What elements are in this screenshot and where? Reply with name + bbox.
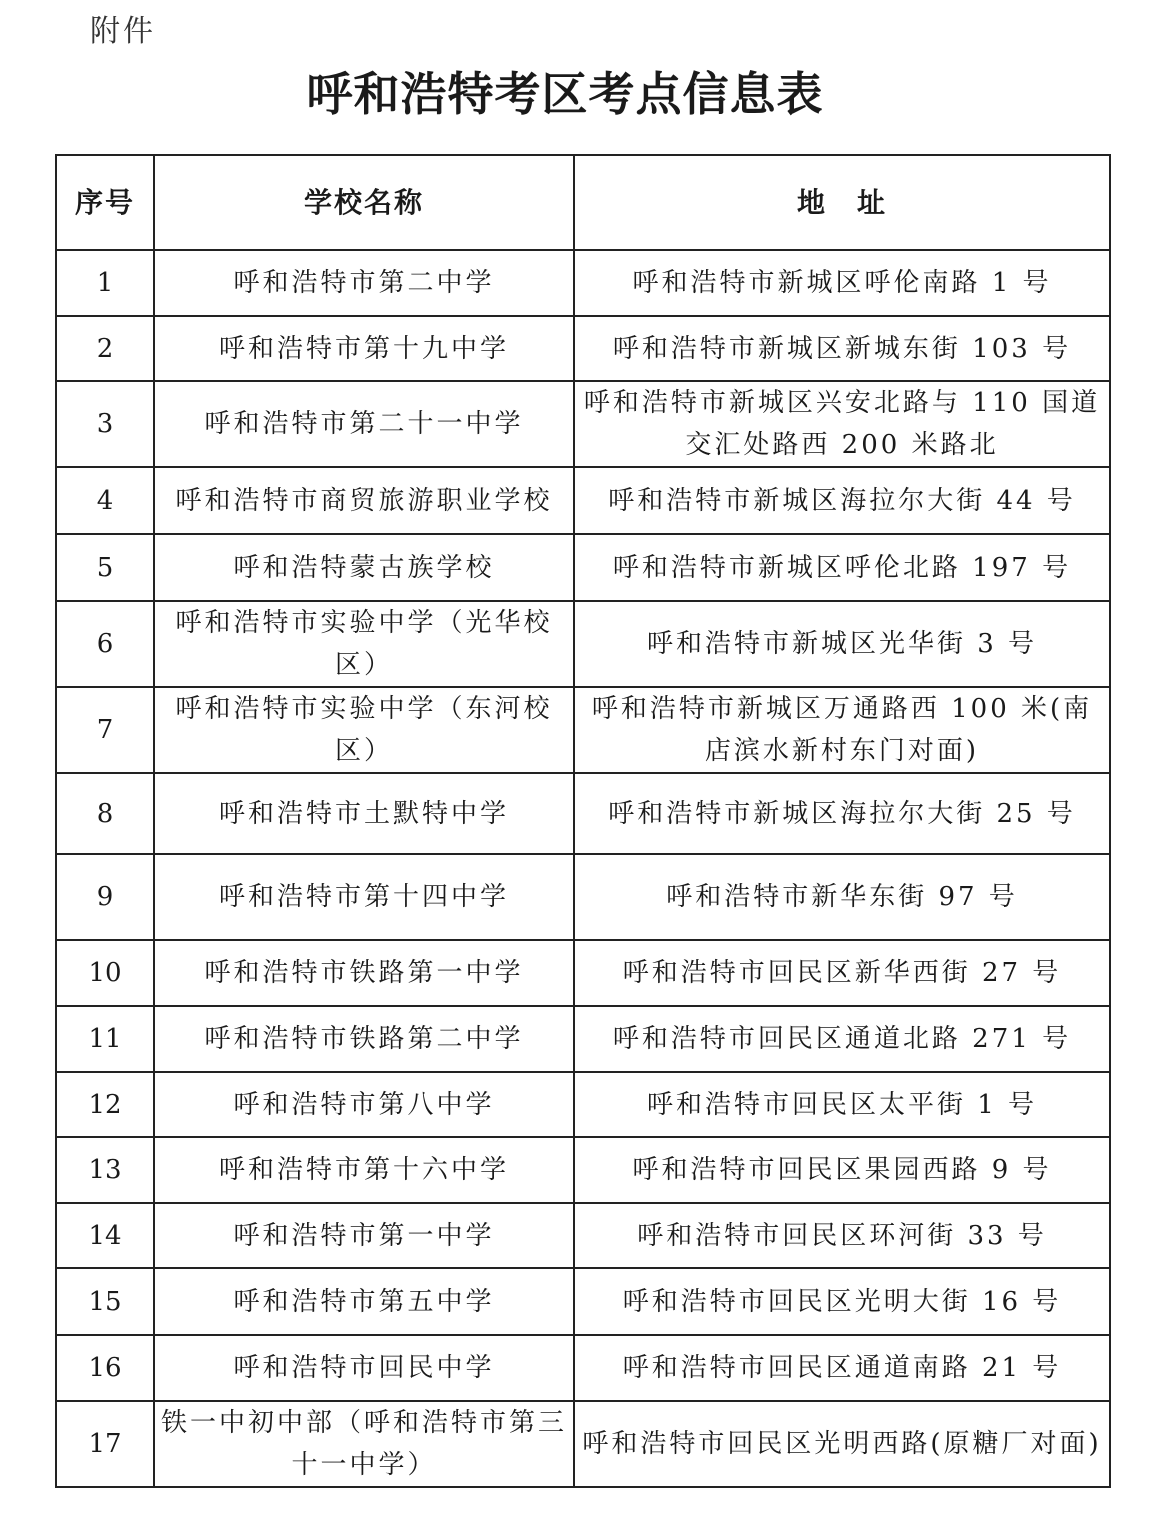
table-header-row (56, 155, 1110, 250)
table-row (56, 1006, 1110, 1072)
row-index: 16 (56, 1335, 154, 1401)
row-index: 12 (56, 1072, 154, 1137)
row-index: 2 (56, 316, 154, 381)
row-school: 呼和浩特市第十六中学 (154, 1137, 574, 1203)
table-row (56, 467, 1110, 534)
row-school: 呼和浩特市商贸旅游职业学校 (154, 467, 574, 534)
row-address: 呼和浩特市新城区万通路西 100 米(南店滨水新村东门对面) (574, 687, 1110, 773)
table-row (56, 1072, 1110, 1137)
row-school: 呼和浩特市实验中学（东河校区） (154, 687, 574, 773)
table-row (56, 250, 1110, 316)
row-school: 呼和浩特蒙古族学校 (154, 534, 574, 601)
table-row (56, 1268, 1110, 1335)
row-address: 呼和浩特市新城区新城东街 103 号 (574, 316, 1110, 381)
row-address: 呼和浩特市新城区光华街 3 号 (574, 601, 1110, 687)
row-address: 呼和浩特市回民区环河街 33 号 (574, 1203, 1110, 1268)
row-address: 呼和浩特市回民区果园西路 9 号 (574, 1137, 1110, 1203)
row-school: 呼和浩特市第五中学 (154, 1268, 574, 1335)
row-index: 15 (56, 1268, 154, 1335)
table-row (56, 1137, 1110, 1203)
row-index: 4 (56, 467, 154, 534)
row-address: 呼和浩特市回民区太平街 1 号 (574, 1072, 1110, 1137)
row-school: 呼和浩特市第二中学 (154, 250, 574, 316)
row-school: 呼和浩特市实验中学（光华校区） (154, 601, 574, 687)
row-index: 9 (56, 854, 154, 940)
row-index: 11 (56, 1006, 154, 1072)
row-address: 呼和浩特市回民区光明大街 16 号 (574, 1268, 1110, 1335)
row-index: 7 (56, 687, 154, 773)
row-school: 呼和浩特市第十九中学 (154, 316, 574, 381)
page-title: 呼和浩特考区考点信息表 (306, 67, 824, 121)
row-address: 呼和浩特市回民区光明西路(原糖厂对面) (574, 1401, 1110, 1487)
row-address: 呼和浩特市回民区通道南路 21 号 (574, 1335, 1110, 1401)
attachment-label: 附件 (90, 14, 156, 49)
table-row (56, 534, 1110, 601)
row-address: 呼和浩特市新华东街 97 号 (574, 854, 1110, 940)
column-header-address: 地 址 (574, 155, 1110, 250)
row-school: 呼和浩特市铁路第一中学 (154, 940, 574, 1006)
table-row (56, 316, 1110, 381)
table-row (56, 773, 1110, 854)
exam-site-table (55, 154, 1111, 1488)
row-index: 5 (56, 534, 154, 601)
row-address: 呼和浩特市回民区通道北路 271 号 (574, 1006, 1110, 1072)
row-address: 呼和浩特市新城区海拉尔大街 25 号 (574, 773, 1110, 854)
column-header-index: 序号 (56, 155, 154, 250)
row-address: 呼和浩特市新城区海拉尔大街 44 号 (574, 467, 1110, 534)
row-school: 呼和浩特市土默特中学 (154, 773, 574, 854)
row-school: 呼和浩特市第一中学 (154, 1203, 574, 1268)
table-row (56, 1335, 1110, 1401)
row-index: 17 (56, 1401, 154, 1487)
table-row (56, 940, 1110, 1006)
row-address: 呼和浩特市回民区新华西街 27 号 (574, 940, 1110, 1006)
row-school: 呼和浩特市第八中学 (154, 1072, 574, 1137)
row-address: 呼和浩特市新城区呼伦北路 197 号 (574, 534, 1110, 601)
table-row (56, 381, 1110, 467)
table-row (56, 854, 1110, 940)
row-school: 呼和浩特市第十四中学 (154, 854, 574, 940)
row-index: 14 (56, 1203, 154, 1268)
row-address: 呼和浩特市新城区兴安北路与 110 国道交汇处路西 200 米路北 (574, 381, 1110, 467)
row-index: 13 (56, 1137, 154, 1203)
table-row (56, 1203, 1110, 1268)
table-row (56, 601, 1110, 687)
row-index: 8 (56, 773, 154, 854)
row-index: 3 (56, 381, 154, 467)
row-index: 6 (56, 601, 154, 687)
row-index: 10 (56, 940, 154, 1006)
row-school: 铁一中初中部（呼和浩特市第三十一中学） (154, 1401, 574, 1487)
table-row (56, 687, 1110, 773)
column-header-school: 学校名称 (154, 155, 574, 250)
table-row (56, 1401, 1110, 1487)
row-school: 呼和浩特市铁路第二中学 (154, 1006, 574, 1072)
row-address: 呼和浩特市新城区呼伦南路 1 号 (574, 250, 1110, 316)
row-school: 呼和浩特市回民中学 (154, 1335, 574, 1401)
row-school: 呼和浩特市第二十一中学 (154, 381, 574, 467)
row-index: 1 (56, 250, 154, 316)
